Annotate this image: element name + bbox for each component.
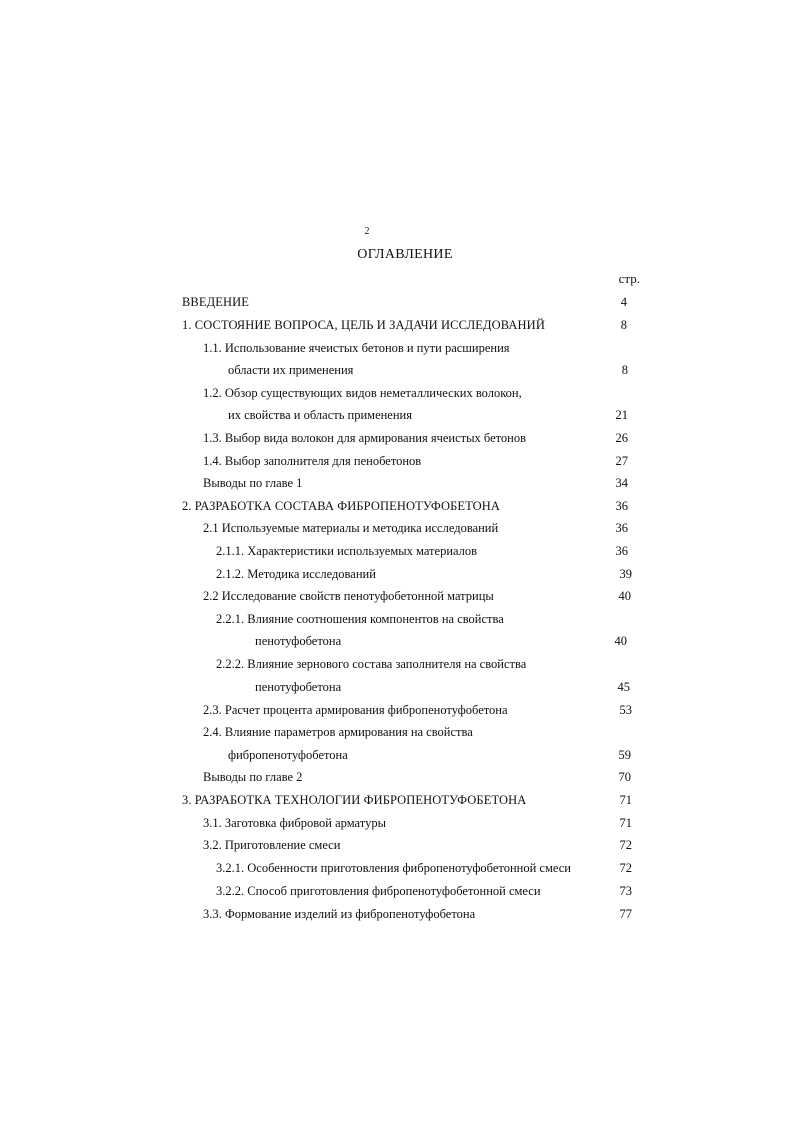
toc-entry: 2.3. Расчет процента армирования фибропенотуфобетона: [203, 703, 508, 717]
toc-entry: 2.1.1. Характеристики используемых материалов: [216, 544, 478, 558]
toc-page: 4: [620, 295, 627, 309]
toc-title: ОГЛАВЛЕНИЕ: [357, 247, 453, 262]
toc-entry: 1. СОСТОЯНИЕ ВОПРОСА, ЦЕЛЬ И ЗАДАЧИ ИССЛЕДОВАНИЙ: [182, 318, 545, 332]
toc-page: 71: [619, 816, 632, 830]
toc-page: 8: [620, 318, 627, 332]
toc-page: 72: [619, 861, 632, 875]
toc-entry: 1.4. Выбор заполнителя для пенобетонов: [203, 454, 422, 468]
toc-page: 72: [619, 838, 632, 852]
toc-page: 40: [614, 634, 627, 648]
toc-entry: 3.2.2. Способ приготовления фибропенотуфобетонной смеси: [216, 884, 541, 898]
toc-entry: 3.2. Приготовление смеси: [203, 838, 341, 852]
toc-page: 40: [618, 589, 631, 603]
toc-page: 53: [619, 703, 632, 717]
toc-entry: 1.3. Выбор вида волокон для армирования ячеистых бетонов: [203, 431, 527, 445]
toc-page: 39: [619, 567, 632, 581]
toc-entry: пенотуфобетона: [255, 634, 342, 648]
toc-page: 70: [618, 770, 631, 784]
toc-page: 59: [618, 748, 631, 762]
toc-entry: 2.1.2. Методика исследований: [216, 567, 376, 581]
toc-page: 21: [615, 408, 628, 422]
toc-page: 36: [615, 499, 628, 513]
toc-page: 71: [619, 793, 632, 807]
page-column-header: стр.: [618, 271, 640, 286]
toc-entry: 2.4. Влияние параметров армирования на свойства: [203, 725, 473, 739]
toc-page: 45: [617, 680, 630, 694]
toc-entry: фибропенотуфобетона: [228, 748, 348, 762]
toc-page: 36: [615, 521, 628, 535]
toc-entry: области их применения: [228, 363, 354, 377]
toc-entry: Выводы по главе 1: [203, 476, 303, 490]
toc-entry: 2.2 Исследование свойств пенотуфобетонной матрицы: [203, 589, 494, 603]
toc-entry: Выводы по главе 2: [203, 770, 303, 784]
toc-entry: их свойства и область применения: [228, 408, 412, 422]
toc-page: 8: [621, 363, 628, 377]
toc-entry: пенотуфобетона: [255, 680, 342, 694]
toc-page: 36: [615, 544, 628, 558]
toc-entry: 2.1 Используемые материалы и методика исследований: [203, 521, 499, 535]
toc-page: 77: [619, 907, 632, 921]
toc-entry: 1.2. Обзор существующих видов неметаллических волокон,: [203, 386, 522, 400]
toc-entry: 1.1. Использование ячеистых бетонов и пути расширения: [203, 341, 510, 355]
toc-entry: 3. РАЗРАБОТКА ТЕХНОЛОГИИ ФИБРОПЕНОТУФОБЕТОНА: [182, 793, 527, 807]
toc-entry: 3.1. Заготовка фибровой арматуры: [203, 816, 386, 830]
toc-page: 34: [615, 476, 628, 490]
toc-entry: 3.2.1. Особенности приготовления фибропенотуфобетонной смеси: [216, 861, 571, 875]
page-number: 2: [364, 226, 370, 237]
toc-page: 27: [615, 454, 628, 468]
toc-entry: 3.3. Формование изделий из фибропенотуфобетона: [203, 907, 476, 921]
toc-page: 73: [619, 884, 632, 898]
toc-entry: 2.2.1. Влияние соотношения компонентов на свойства: [216, 612, 504, 626]
toc-entry: ВВЕДЕНИЕ: [182, 295, 249, 309]
toc-entry: 2. РАЗРАБОТКА СОСТАВА ФИБРОПЕНОТУФОБЕТОНА: [182, 499, 501, 513]
toc-page: 26: [615, 431, 628, 445]
toc-entry: 2.2.2. Влияние зернового состава заполнителя на свойства: [216, 657, 527, 671]
